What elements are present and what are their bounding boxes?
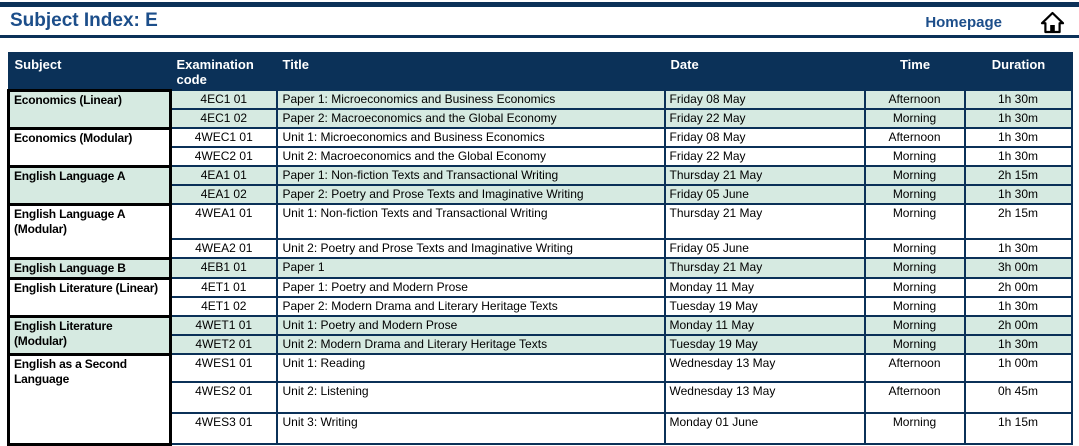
subject-cell: Economics (Modular) xyxy=(9,128,171,166)
title-cell: Unit 2: Poetry and Prose Texts and Imaginative Writing xyxy=(277,239,665,258)
exam-table-body xyxy=(9,90,1072,444)
code-cell: 4ET1 01 xyxy=(171,278,277,297)
table-row xyxy=(9,354,1072,382)
table-row xyxy=(9,278,1072,297)
title-cell: Unit 1: Microeconomics and Business Economics xyxy=(277,128,665,147)
code-cell: 4WEC1 01 xyxy=(171,128,277,147)
page-title: Subject Index: E xyxy=(10,10,158,31)
title-cell: Paper 1: Microeconomics and Business Economics xyxy=(277,90,665,109)
date-cell: Tuesday 19 May xyxy=(665,335,865,354)
code-cell: 4EA1 01 xyxy=(171,166,277,185)
duration-cell: 1h 30m xyxy=(965,90,1072,109)
date-cell: Friday 22 May xyxy=(665,109,865,128)
duration-cell: 2h 00m xyxy=(965,278,1072,297)
time-cell: Morning xyxy=(865,413,965,444)
code-cell: 4WES1 01 xyxy=(171,354,277,382)
code-cell: 4ET1 02 xyxy=(171,297,277,316)
duration-cell: 2h 00m xyxy=(965,316,1072,335)
code-cell: 4WEA2 01 xyxy=(171,239,277,258)
title-cell: Unit 2: Listening xyxy=(277,382,665,413)
duration-cell: 1h 00m xyxy=(965,354,1072,382)
time-cell: Afternoon xyxy=(865,90,965,109)
title-cell: Unit 1: Poetry and Modern Prose xyxy=(277,316,665,335)
title-cell: Paper 2: Macroeconomics and the Global Economy xyxy=(277,109,665,128)
table-row xyxy=(9,90,1072,109)
duration-cell: 1h 30m xyxy=(965,239,1072,258)
date-cell: Monday 11 May xyxy=(665,278,865,297)
header-examination-code: Examination code xyxy=(171,53,277,90)
code-cell: 4EB1 01 xyxy=(171,258,277,278)
home-icon[interactable] xyxy=(1040,11,1065,34)
code-cell: 4WEA1 01 xyxy=(171,204,277,239)
duration-cell: 0h 45m xyxy=(965,382,1072,413)
code-cell: 4EA1 02 xyxy=(171,185,277,204)
time-cell: Morning xyxy=(865,185,965,204)
subject-cell: English Literature (Modular) xyxy=(9,316,171,354)
code-cell: 4EC1 01 xyxy=(171,90,277,109)
time-cell: Morning xyxy=(865,316,965,335)
header-rule xyxy=(0,35,1079,38)
date-cell: Wednesday 13 May xyxy=(665,382,865,413)
time-cell: Afternoon xyxy=(865,128,965,147)
date-cell: Friday 08 May xyxy=(665,128,865,147)
date-cell: Thursday 21 May xyxy=(665,166,865,185)
title-cell: Unit 1: Reading xyxy=(277,354,665,382)
code-cell: 4WES2 01 xyxy=(171,382,277,413)
title-cell: Paper 1: Non-fiction Texts and Transactional Writing xyxy=(277,166,665,185)
table-row xyxy=(9,128,1072,147)
subject-cell: English Language A xyxy=(9,166,171,204)
subject-cell: English Language B xyxy=(9,258,171,278)
table-row xyxy=(9,204,1072,239)
date-cell: Friday 05 June xyxy=(665,239,865,258)
time-cell: Morning xyxy=(865,239,965,258)
duration-cell: 1h 30m xyxy=(965,147,1072,166)
title-cell: Unit 3: Writing xyxy=(277,413,665,444)
header-subject: Subject xyxy=(9,53,171,90)
title-cell: Unit 2: Modern Drama and Literary Heritage Texts xyxy=(277,335,665,354)
homepage-nav xyxy=(925,11,1069,31)
duration-cell: 1h 30m xyxy=(965,128,1072,147)
time-cell: Morning xyxy=(865,166,965,185)
date-cell: Friday 05 June xyxy=(665,185,865,204)
subject-cell: Economics (Linear) xyxy=(9,90,171,128)
title-cell: Unit 2: Macroeconomics and the Global Economy xyxy=(277,147,665,166)
duration-cell: 1h 15m xyxy=(965,413,1072,444)
code-cell: 4WEC2 01 xyxy=(171,147,277,166)
header-title: Title xyxy=(277,53,665,90)
duration-cell: 2h 15m xyxy=(965,166,1072,185)
table-header-row xyxy=(9,53,1072,90)
duration-cell: 3h 00m xyxy=(965,258,1072,278)
title-cell: Unit 1: Non-fiction Texts and Transactional Writing xyxy=(277,204,665,239)
date-cell: Friday 08 May xyxy=(665,90,865,109)
time-cell: Morning xyxy=(865,297,965,316)
date-cell: Friday 22 May xyxy=(665,147,865,166)
subject-cell: English Language A (Modular) xyxy=(9,204,171,258)
time-cell: Morning xyxy=(865,147,965,166)
date-cell: Thursday 21 May xyxy=(665,258,865,278)
time-cell: Afternoon xyxy=(865,382,965,413)
title-cell: Paper 2: Modern Drama and Literary Heritage Texts xyxy=(277,297,665,316)
date-cell: Thursday 21 May xyxy=(665,204,865,239)
time-cell: Morning xyxy=(865,109,965,128)
homepage-link[interactable]: Homepage xyxy=(925,14,1002,31)
time-cell: Morning xyxy=(865,335,965,354)
duration-cell: 2h 15m xyxy=(965,204,1072,239)
time-cell: Morning xyxy=(865,278,965,297)
header-time: Time xyxy=(865,53,965,90)
duration-cell: 1h 30m xyxy=(965,335,1072,354)
exam-timetable xyxy=(7,52,1073,446)
title-cell: Paper 1 xyxy=(277,258,665,278)
table-row xyxy=(9,258,1072,278)
code-cell: 4WET1 01 xyxy=(171,316,277,335)
header-duration: Duration xyxy=(965,53,1072,90)
title-cell: Paper 1: Poetry and Modern Prose xyxy=(277,278,665,297)
duration-cell: 1h 30m xyxy=(965,297,1072,316)
duration-cell: 1h 30m xyxy=(965,185,1072,204)
subject-cell: English as a Second Language xyxy=(9,354,171,444)
page-header xyxy=(0,7,1079,35)
code-cell: 4EC1 02 xyxy=(171,109,277,128)
date-cell: Wednesday 13 May xyxy=(665,354,865,382)
code-cell: 4WES3 01 xyxy=(171,413,277,444)
header-date: Date xyxy=(665,53,865,90)
date-cell: Monday 01 June xyxy=(665,413,865,444)
table-row xyxy=(9,316,1072,335)
table-row xyxy=(9,166,1072,185)
date-cell: Monday 11 May xyxy=(665,316,865,335)
date-cell: Tuesday 19 May xyxy=(665,297,865,316)
duration-cell: 1h 30m xyxy=(965,109,1072,128)
title-cell: Paper 2: Poetry and Prose Texts and Imaginative Writing xyxy=(277,185,665,204)
time-cell: Afternoon xyxy=(865,354,965,382)
time-cell: Morning xyxy=(865,204,965,239)
time-cell: Morning xyxy=(865,258,965,278)
code-cell: 4WET2 01 xyxy=(171,335,277,354)
subject-cell: English Literature (Linear) xyxy=(9,278,171,316)
exam-table-container xyxy=(7,52,1072,446)
